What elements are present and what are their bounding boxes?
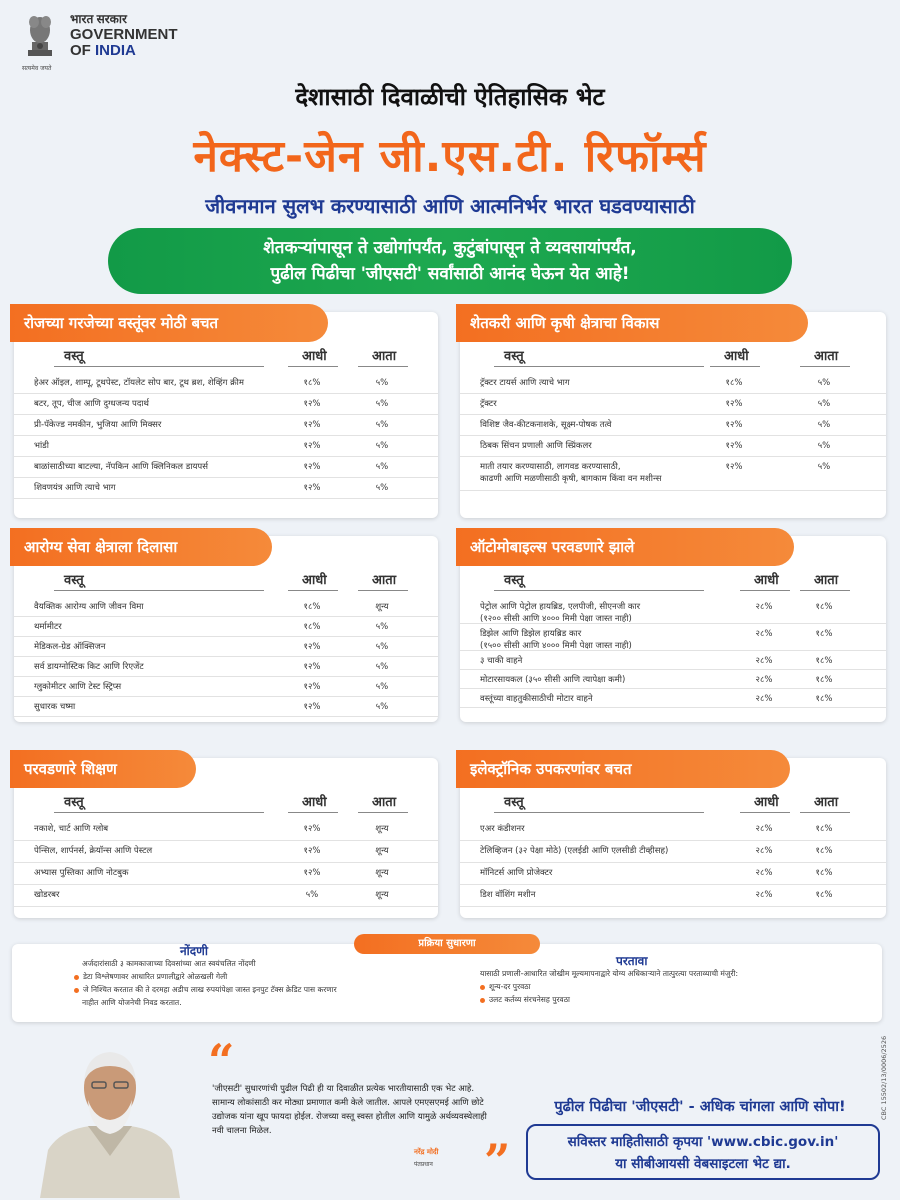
- rate-before: २८%: [755, 629, 773, 639]
- rate-before: १२%: [725, 441, 743, 451]
- column-underline: [54, 590, 264, 591]
- column-header-before: आधी: [302, 349, 327, 364]
- table-row: [14, 477, 438, 499]
- rate-now: ५%: [375, 399, 389, 409]
- column-header-now: आता: [372, 795, 397, 810]
- rate-before: १८%: [303, 602, 321, 612]
- item-name: विशिष्ट जैव-कीटकनाशके, सूक्ष्म-पोषक तत्वे: [480, 420, 612, 430]
- item-name: भांडी: [34, 441, 49, 451]
- process-reform-tag: प्रक्रिया सुधारणा: [354, 934, 540, 954]
- table-row: [14, 884, 438, 907]
- table-row: [14, 696, 438, 717]
- card-title: इलेक्ट्रॉनिक उपकरणांवर बचत: [456, 750, 790, 788]
- column-underline: [54, 812, 264, 813]
- signature-role: पंतप्रधान: [414, 1161, 433, 1168]
- rate-now: १८%: [815, 694, 833, 704]
- rate-before: १२%: [303, 682, 321, 692]
- rate-now: ५%: [817, 378, 831, 388]
- category-card: [460, 758, 886, 918]
- column-underline: [358, 366, 408, 367]
- rate-now: १८%: [815, 656, 833, 666]
- column-underline: [494, 590, 704, 591]
- registration-line-3: जे निश्चित करतात की ते दरमहा अडीच लाख रुपयांपेक्षा जास्त इनपुट टॅक्स क्रेडिट पास करणार: [74, 984, 337, 995]
- banner-line-2: पुढील पिढीचा 'जीएसटी' सर्वांसाठी आनंद घेऊन येत आहे!: [270, 264, 630, 284]
- column-header-item: वस्तू: [504, 795, 524, 810]
- card-title: आरोग्य सेवा क्षेत्राला दिलासा: [10, 528, 272, 566]
- column-underline: [494, 366, 704, 367]
- table-row: [460, 688, 886, 708]
- item-name: ट्रॅक्टर: [480, 399, 497, 409]
- table-row: [14, 676, 438, 697]
- rate-now: १८%: [815, 675, 833, 685]
- rate-before: १२%: [303, 662, 321, 672]
- table-row: [14, 862, 438, 885]
- rate-now: ५%: [375, 378, 389, 388]
- rate-now: ५%: [375, 483, 389, 493]
- rate-before: १२%: [303, 462, 321, 472]
- item-name: ट्रॅक्टर टायर्स आणि त्याचे भाग: [480, 378, 570, 388]
- national-emblem-icon: [22, 6, 58, 62]
- rate-before: १२%: [303, 399, 321, 409]
- item-name: नकाशे, चार्ट आणि ग्लोब: [34, 824, 109, 834]
- category-card: [14, 312, 438, 518]
- item-name: एअर कंडीशनर: [480, 824, 525, 834]
- rate-before: २८%: [755, 846, 773, 856]
- column-underline: [358, 590, 408, 591]
- rate-now: ५%: [375, 462, 389, 472]
- refund-line-2: शून्य-दर पुरवठा: [480, 981, 531, 992]
- column-underline: [800, 590, 850, 591]
- item-name: हेअर ऑइल, शाम्पू, टूथपेस्ट, टॉयलेट सोप बार, टूथ ब्रश, शेव्हिंग क्रीम: [34, 378, 244, 388]
- rate-before: २८%: [755, 824, 773, 834]
- column-underline: [800, 366, 850, 367]
- registration-line-2: डेटा विश्लेषणावर आधारित प्रणालीद्वारे ओळखली गेली: [74, 971, 227, 982]
- rate-now: शून्य: [375, 846, 389, 856]
- item-name: मॉनिटर्स आणि प्रोजेक्टर: [480, 868, 553, 878]
- rate-before: १८%: [725, 378, 743, 388]
- column-underline: [54, 366, 264, 367]
- rate-now: ५%: [375, 420, 389, 430]
- process-reform-section: [12, 938, 882, 1022]
- headline: देशासाठी दिवाळीची ऐतिहासिक भेट: [295, 83, 605, 111]
- rate-now: ५%: [817, 462, 831, 472]
- column-header-now: आता: [372, 573, 397, 588]
- table-row: [460, 884, 886, 907]
- table-row: [460, 650, 886, 670]
- column-underline: [494, 812, 704, 813]
- rate-now: ५%: [375, 662, 389, 672]
- rate-before: १२%: [725, 399, 743, 409]
- motto-text: सत्यमेव जयते: [22, 65, 52, 72]
- rate-before: १८%: [303, 622, 321, 632]
- column-header-item: वस्तू: [64, 795, 84, 810]
- category-card: [460, 536, 886, 722]
- item-name: पेन्सिल, शार्पनर्स, क्रेयॉन्स आणि पेस्टल: [34, 846, 153, 856]
- refund-title: परतावा: [616, 954, 648, 968]
- column-underline: [358, 812, 408, 813]
- item-name: मोटारसायकल (३५० सीसी आणि त्यापेक्षा कमी): [480, 675, 626, 685]
- table-row: [14, 456, 438, 478]
- rate-before: १२%: [303, 846, 321, 856]
- table-row: [14, 414, 438, 436]
- item-name: डिझेल आणि डिझेल हायब्रिड कार (१५०० सीसी आणि ४००० मिमी पेक्षा जास्त नाही): [480, 629, 632, 651]
- refund-line-1: यासाठी प्रणाली-आधारित जोखीम मूल्यमापनाद्वारे योग्य अधिकाऱ्याने तात्पुरत्या परताव्याची मंजुरी:: [480, 969, 739, 978]
- item-name: डिश वॉशिंग मशीन: [480, 890, 536, 900]
- rate-before: २८%: [755, 675, 773, 685]
- table-row: [460, 818, 886, 841]
- refund-line-3: उलट कर्तव्य संरचनेसह पुरवठा: [480, 994, 570, 1005]
- table-row: [14, 818, 438, 841]
- table-row: [460, 862, 886, 885]
- card-title: शेतकरी आणि कृषी क्षेत्राचा विकास: [456, 304, 808, 342]
- item-name: थर्मामीटर: [34, 622, 62, 632]
- item-name: ३ चाकी वाहने: [480, 656, 523, 666]
- table-row: [460, 840, 886, 863]
- item-name: प्री-पॅकेज्ड नमकीन, भुजिया आणि मिक्सर: [34, 420, 162, 430]
- banner-line-1: शेतकऱ्यांपासून ते उद्योगांपर्यंत, कुटुंबांपासून ते व्यवसायांपर्यंत,: [263, 238, 637, 258]
- rate-before: २८%: [755, 602, 773, 612]
- column-underline: [800, 812, 850, 813]
- rate-now: ५%: [375, 702, 389, 712]
- table-row: [460, 414, 886, 436]
- column-header-item: वस्तू: [64, 349, 84, 364]
- registration-line-4: नाहीत आणि योजनेची निवड करतात.: [82, 998, 182, 1007]
- registration-line-1: अर्जदारांसाठी ३ कामकाजाच्या दिवसांच्या आत स्वयंचलित नोंदणी: [82, 959, 256, 968]
- item-name: बाळांसाठीच्या बाटल्या, नॅपकिन आणि क्लिनिकल डायपर्स: [34, 462, 208, 472]
- item-name: वैयक्तिक आरोग्य आणि जीवन विमा: [34, 602, 144, 612]
- item-name: माती तयार करण्यासाठी, लागवड करण्यासाठी, काढणी आणि मळणीसाठी कृषी, बागकाम किंवा वन मशीन्स: [480, 462, 662, 484]
- rate-now: १८%: [815, 846, 833, 856]
- table-row: [14, 435, 438, 457]
- table-row: [460, 669, 886, 689]
- card-title: ऑटोमोबाइल्स परवडणारे झाले: [456, 528, 794, 566]
- rate-now: १८%: [815, 824, 833, 834]
- rate-before: २८%: [755, 656, 773, 666]
- column-underline: [710, 366, 760, 367]
- rate-before: १२%: [303, 420, 321, 430]
- table-row: [14, 636, 438, 657]
- item-name: ठिबक सिंचन प्रणाली आणि स्प्रिंकलर: [480, 441, 592, 451]
- column-header-now: आता: [814, 795, 839, 810]
- rate-before: १२%: [303, 642, 321, 652]
- table-row: [14, 840, 438, 863]
- item-name: अभ्यास पुस्तिका आणि नोटबुक: [34, 868, 129, 878]
- item-name: पेट्रोल आणि पेट्रोल हायब्रिड, एलपीजी, सीएनजी कार (१२०० सीसी आणि ४००० मिमी पेक्षा जास्त नाही): [480, 602, 641, 624]
- card-title: रोजच्या गरजेच्या वस्तूंवर मोठी बचत: [10, 304, 328, 342]
- item-name: सर्व डायग्नोस्टिक किट आणि रिएजेंट: [34, 662, 144, 672]
- rate-now: ५%: [817, 420, 831, 430]
- pm-quote: 'जीएसटी' सुधारणांची पुढील पिढी ही या दिवाळीत प्रत्येक भारतीयासाठी एक भेट आहे. सामान्य लोकांसाठी कर मोठ्या प्रमाणात कमी केले जातील. आपले एमएसएमई आणि छोटे उद्योजक यांना खूप फायदा होईल. रोजच्या वस्तू स्वस्त होतील आणि यामुळे अर्थव्यवस्थेलाही नवी चालना मिळेल.: [212, 1084, 487, 1136]
- column-underline: [288, 590, 338, 591]
- item-name: मेडिकल-ग्रेड ऑक्सिजन: [34, 642, 106, 652]
- registration-title: नोंदणी: [180, 944, 208, 958]
- table-row: [460, 623, 886, 651]
- card-title: परवडणारे शिक्षण: [10, 750, 196, 788]
- rate-before: १२%: [303, 702, 321, 712]
- rate-before: २८%: [755, 890, 773, 900]
- rate-before: १२%: [725, 462, 743, 472]
- table-row: [460, 456, 886, 491]
- bullet-icon: [74, 988, 79, 993]
- column-header-before: आधी: [302, 573, 327, 588]
- rate-now: ५%: [817, 441, 831, 451]
- rate-before: १२%: [303, 441, 321, 451]
- rate-before: १२%: [725, 420, 743, 430]
- rate-now: ५%: [375, 622, 389, 632]
- item-name: वस्तूंच्या वाहतुकीसाठीची मोटार वाहने: [480, 694, 593, 704]
- rate-now: शून्य: [375, 602, 389, 612]
- tagline: पुढील पिढीचा 'जीएसटी' - अधिक चांगला आणि सोपा!: [554, 1099, 846, 1115]
- rate-now: शून्य: [375, 824, 389, 834]
- rate-before: १२%: [303, 824, 321, 834]
- rate-now: १८%: [815, 629, 833, 639]
- rate-now: शून्य: [375, 890, 389, 900]
- table-row: [14, 372, 438, 394]
- cbc-code: CBC 15502/13/0006/2526: [880, 1035, 888, 1120]
- column-underline: [740, 590, 790, 591]
- item-name: सुधारक चष्मा: [34, 702, 76, 712]
- table-row: [460, 393, 886, 415]
- column-header-before: आधी: [754, 573, 779, 588]
- gov-hindi-text: भारत सरकार: [70, 12, 127, 26]
- rate-now: ५%: [375, 682, 389, 692]
- prime-minister-portrait: [30, 1030, 190, 1198]
- column-header-item: वस्तू: [504, 573, 524, 588]
- open-quote-icon: “: [208, 1034, 235, 1088]
- table-row: [460, 435, 886, 457]
- rate-before: ५%: [305, 890, 319, 900]
- gov-english-text: GOVERNMENT OF INDIA: [70, 26, 178, 59]
- item-name: खोडरबर: [34, 890, 60, 900]
- item-name: बटर, तूप, चीज आणि दुग्धजन्य पदार्थ: [34, 399, 149, 409]
- rate-now: १८%: [815, 868, 833, 878]
- column-underline: [740, 812, 790, 813]
- bullet-icon: [480, 998, 485, 1003]
- column-header-now: आता: [814, 573, 839, 588]
- column-header-before: आधी: [724, 349, 749, 364]
- table-row: [460, 596, 886, 624]
- close-quote-icon: ”: [484, 1134, 511, 1188]
- table-row: [460, 372, 886, 394]
- column-header-now: आता: [814, 349, 839, 364]
- bullet-icon: [480, 985, 485, 990]
- rate-now: १८%: [815, 602, 833, 612]
- column-underline: [288, 366, 338, 367]
- rate-now: १८%: [815, 890, 833, 900]
- bullet-icon: [74, 975, 79, 980]
- signature-name: नरेंद्र मोदी: [414, 1148, 439, 1156]
- item-name: शिवणयंत्र आणि त्याचे भाग: [34, 483, 116, 493]
- category-card: [460, 312, 886, 518]
- green-banner: [108, 228, 792, 294]
- rate-before: १२%: [303, 868, 321, 878]
- column-header-before: आधी: [302, 795, 327, 810]
- item-name: टेलिव्हिजन (३२ पेक्षा मोठे) (एलईडी आणि एलसीडी टीव्हीसह): [480, 846, 669, 856]
- rate-before: १२%: [303, 483, 321, 493]
- column-underline: [288, 812, 338, 813]
- rate-now: ५%: [375, 441, 389, 451]
- main-title: नेक्स्ट-जेन जी.एस.टी. रिफॉर्म्स: [193, 131, 707, 182]
- website-box: [526, 1124, 880, 1180]
- category-card: [14, 758, 438, 918]
- government-of-india-logo: [22, 6, 202, 72]
- table-row: [14, 656, 438, 677]
- rate-before: १८%: [303, 378, 321, 388]
- column-header-item: वस्तू: [64, 573, 84, 588]
- subtitle: जीवनमान सुलभ करण्यासाठी आणि आत्मनिर्भर भारत घडवण्यासाठी: [205, 194, 695, 218]
- rate-now: ५%: [817, 399, 831, 409]
- rate-now: शून्य: [375, 868, 389, 878]
- rate-now: ५%: [375, 642, 389, 652]
- category-card: [14, 536, 438, 722]
- table-row: [14, 393, 438, 415]
- website-line-2: या सीबीआयसी वेबसाइटला भेट द्या.: [615, 1156, 791, 1172]
- rate-before: २८%: [755, 694, 773, 704]
- item-name: ग्लुकोमीटर आणि टेस्ट स्ट्रिप्स: [34, 682, 122, 692]
- column-header-item: वस्तू: [504, 349, 524, 364]
- table-row: [14, 596, 438, 617]
- website-line-1: सविस्तर माहितीसाठी कृपया 'www.cbic.gov.in': [567, 1134, 839, 1150]
- rate-before: २८%: [755, 868, 773, 878]
- table-row: [14, 616, 438, 637]
- column-header-before: आधी: [754, 795, 779, 810]
- column-header-now: आता: [372, 349, 397, 364]
